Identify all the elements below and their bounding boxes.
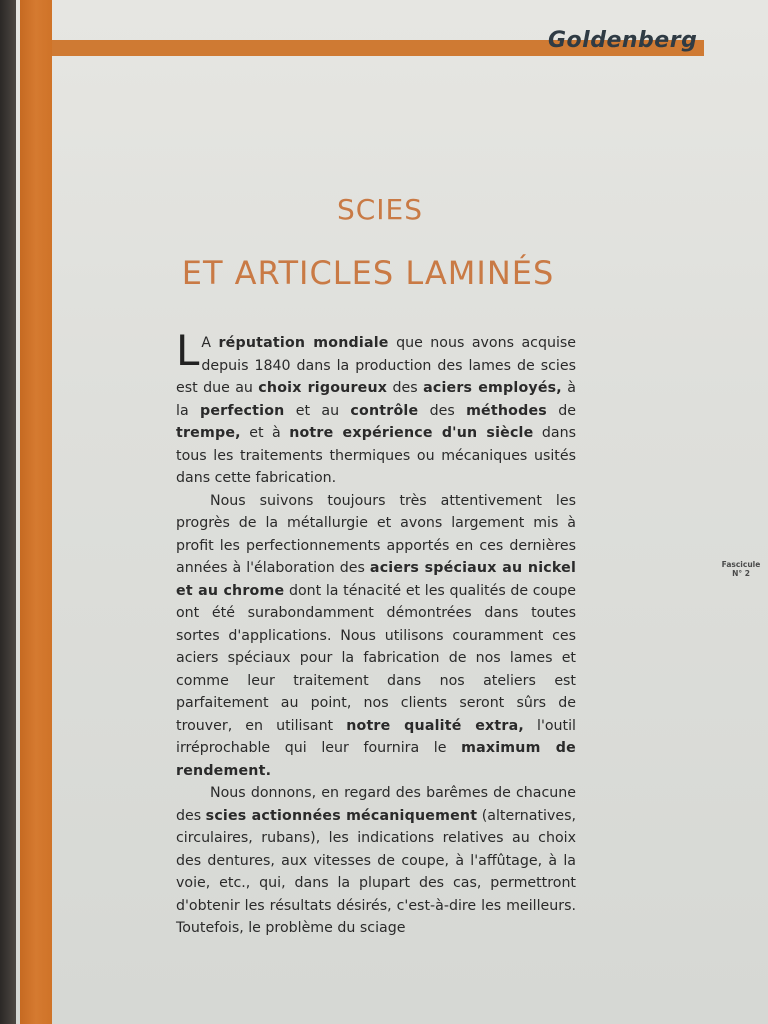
bold-run: trempe,	[176, 425, 241, 441]
paragraph-1	[176, 326, 577, 490]
drop-cap-small: A	[201, 335, 211, 351]
text-run: l'outil irréprochable qui leur fournira le	[176, 717, 576, 756]
body-text	[176, 326, 577, 940]
page-title-line-1: SCIES	[336, 193, 424, 226]
bold-run: aciers spéciaux au nickel et au chrome	[176, 560, 577, 599]
bold-run: choix rigoureux	[258, 380, 388, 396]
text-run: dont la ténacité et les qualités de coupe ont été surabondamment démontrées dans toutes sortes d'applications. Nous utilisons couramment ces aciers spéciaux pour la fabrication de nos lames et comme leur traitement dans nos ateliers est parfaitement au point, nos clients seront sûrs de trouver, en utilisant	[176, 582, 576, 734]
paragraph-2	[176, 490, 576, 783]
bold-run: scies actionnées mécaniquement	[205, 807, 478, 824]
bold-run: perfection	[199, 402, 285, 419]
bold-run: maximum de rendement.	[176, 740, 576, 779]
fascicule-note	[716, 560, 766, 578]
text-run: des	[387, 380, 424, 396]
bold-run: aciers employés,	[423, 380, 562, 396]
drop-cap: L	[176, 326, 200, 375]
orange-side-bar	[20, 0, 52, 1024]
fascicule-number: N° 2	[732, 569, 750, 578]
text-run: et à	[240, 425, 290, 441]
text-run: et au	[284, 402, 351, 419]
text-run: des	[418, 402, 467, 419]
text-run: (alternatives, circulaires, rubans), les indications relatives au choix des dentures, aux vitesses de coupe, à l'affûtage, à la voie, etc., qui, dans la plupart des cas, permettront d'obtenir les résultats désirés, c'est-à-dire les meilleurs. Toutefois, le problème du sciage	[176, 807, 576, 936]
bold-run: notre qualité extra,	[346, 717, 524, 734]
bold-run: contrôle	[350, 402, 419, 419]
text-run: Nous suivons toujours très attentivement les progrès de la métallurgie et avons largement mis à profit les perfectionnements apportés en ces dernières années à l'élaboration des	[176, 492, 576, 576]
brand-logo: Goldenberg	[548, 28, 698, 53]
bold-run: notre expérience d'un siècle	[289, 425, 534, 441]
text-run: que nous avons acquise depuis 1840 dans la production des lames de scies est due au	[176, 335, 577, 396]
fascicule-label: Fascicule	[721, 560, 761, 569]
page-title-line-2: ET ARTICLES LAMINÉS	[181, 254, 555, 292]
text-run: dans tous les traitements thermiques ou mécaniques usités dans cette fabrication.	[176, 425, 577, 486]
text-run: de	[546, 402, 576, 419]
text-run: à la	[176, 380, 576, 419]
bold-run: réputation mondiale	[218, 335, 389, 351]
text-run: Nous donnons, en regard des barêmes de chacune des	[176, 785, 576, 824]
paragraph-3	[176, 782, 576, 940]
bold-run: méthodes	[466, 402, 547, 419]
